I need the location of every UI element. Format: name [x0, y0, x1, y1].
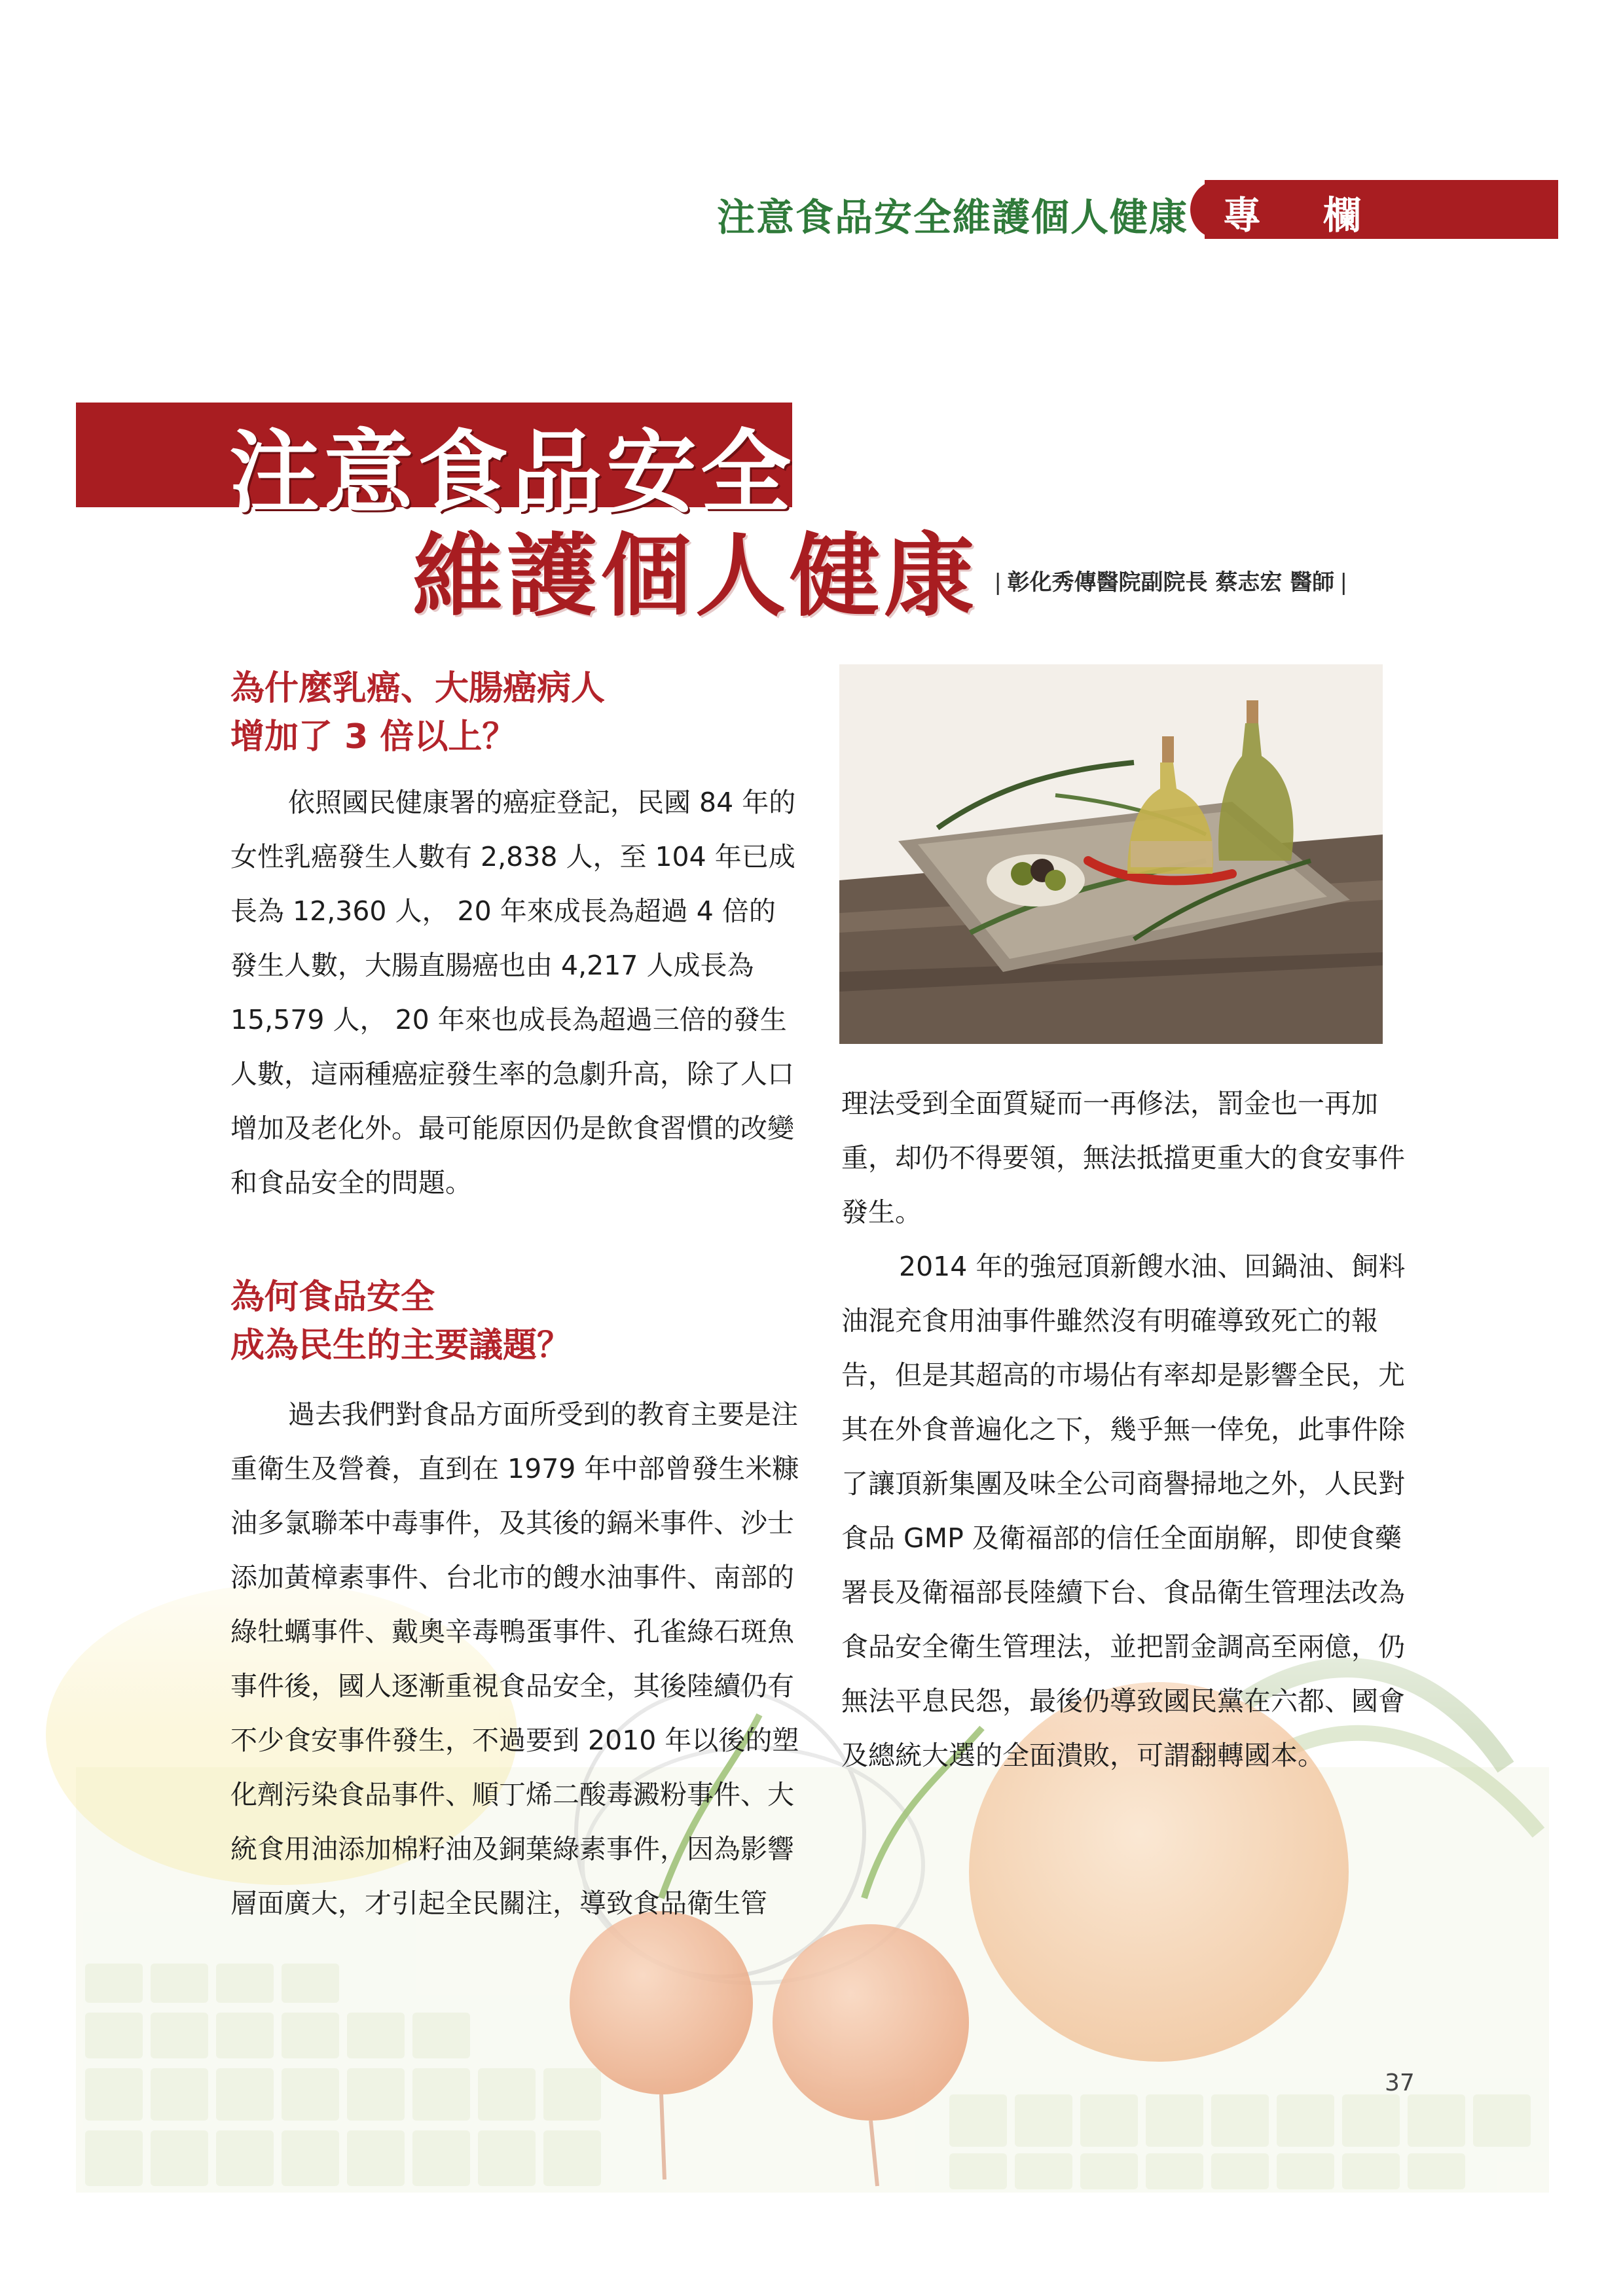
section1-paragraph: 依照國民健康署的癌症登記，民國 84 年的女性乳癌發生人數有 2,838 人，至 104 年已成長為 12,360 人， 20 年來成長為超過 4 倍的發生人數，大腸直腸癌也由 4,217 人成長為 15,579 人， 20 年來也成長為超過三倍的發生人數，這兩種癌症發生率的急劇升高，除了人口增加及老化外。最可能原因仍是飲食習慣的改變和食品安全的問題。 [230, 787, 796, 1198]
olive-oil-photo [839, 664, 1383, 1044]
article-title-line1: 注意食品安全 [229, 419, 795, 526]
right-paragraph-2: 2014 年的強冠頂新餿水油、回鍋油、飼料油混充食用油事件雖然沒有明確導致死亡的報告，但是其超高的市場佔有率却是影響全民，尤其在外食普遍化之下，幾乎無一倖免，此事件除了讓頂新集團及味全公司商譽掃地之外，人民對食品 GMP 及衛福部的信任全面崩解，即使食藥署長及衛福部長陸續下台、食品衛生管理法改為食品安全衛生管理法，並把罰金調高至兩億，仍無法平息民怨，最後仍導致國民黨在六都、國會及總統大選的全面潰敗，可謂翻轉國本。 [841, 1251, 1406, 1771]
header-title: 注意食品安全維護個人健康 [717, 195, 1189, 240]
section1-body [230, 776, 800, 1210]
section2-heading [230, 1273, 800, 1370]
header-column-label: 專欄 [1223, 193, 1424, 238]
right-column-body [841, 1077, 1417, 1783]
section2-heading-line2: 成為民生的主要議題？ [230, 1326, 572, 1365]
author-byline: ❘彰化秀傳醫院副院長 蔡志宏 醫師❘ [989, 569, 1353, 596]
section1-heading [230, 664, 800, 761]
section1-heading-line1: 為什麼乳癌、大腸癌病人 [230, 669, 606, 708]
section2-paragraph: 過去我們對食品方面所受到的教育主要是注重衛生及營養，直到在 1979 年中部曾發生米糠油多氯聯苯中毒事件，及其後的鎘米事件、沙士添加黃樟素事件、台北市的餿水油事件、南部的綠牡蠣事件、戴奧辛毒鴨蛋事件、孔雀綠石斑魚事件後，國人逐漸重視食品安全，其後陸續仍有不少食安事件發生，不過要到 2010 年以後的塑化劑污染食品事件、順丁烯二酸毒澱粉事件、大統食用油添加棉籽油及銅葉綠素事件，因為影響層面廣大，才引起全民關注，導致食品衛生管 [230, 1399, 799, 1919]
article-title-line2: 維護個人健康 [412, 522, 979, 629]
page-number: 37 [1385, 2070, 1415, 2096]
right-paragraph-continued: 理法受到全面質疑而一再修法，罰金也一再加重，却仍不得要領，無法抵擋更重大的食安事件發生。 [841, 1088, 1405, 1228]
section2-heading-line1: 為何食品安全 [230, 1278, 435, 1317]
section1-heading-line2: 增加了 3 倍以上？ [230, 717, 517, 757]
section2-body [230, 1388, 800, 1931]
